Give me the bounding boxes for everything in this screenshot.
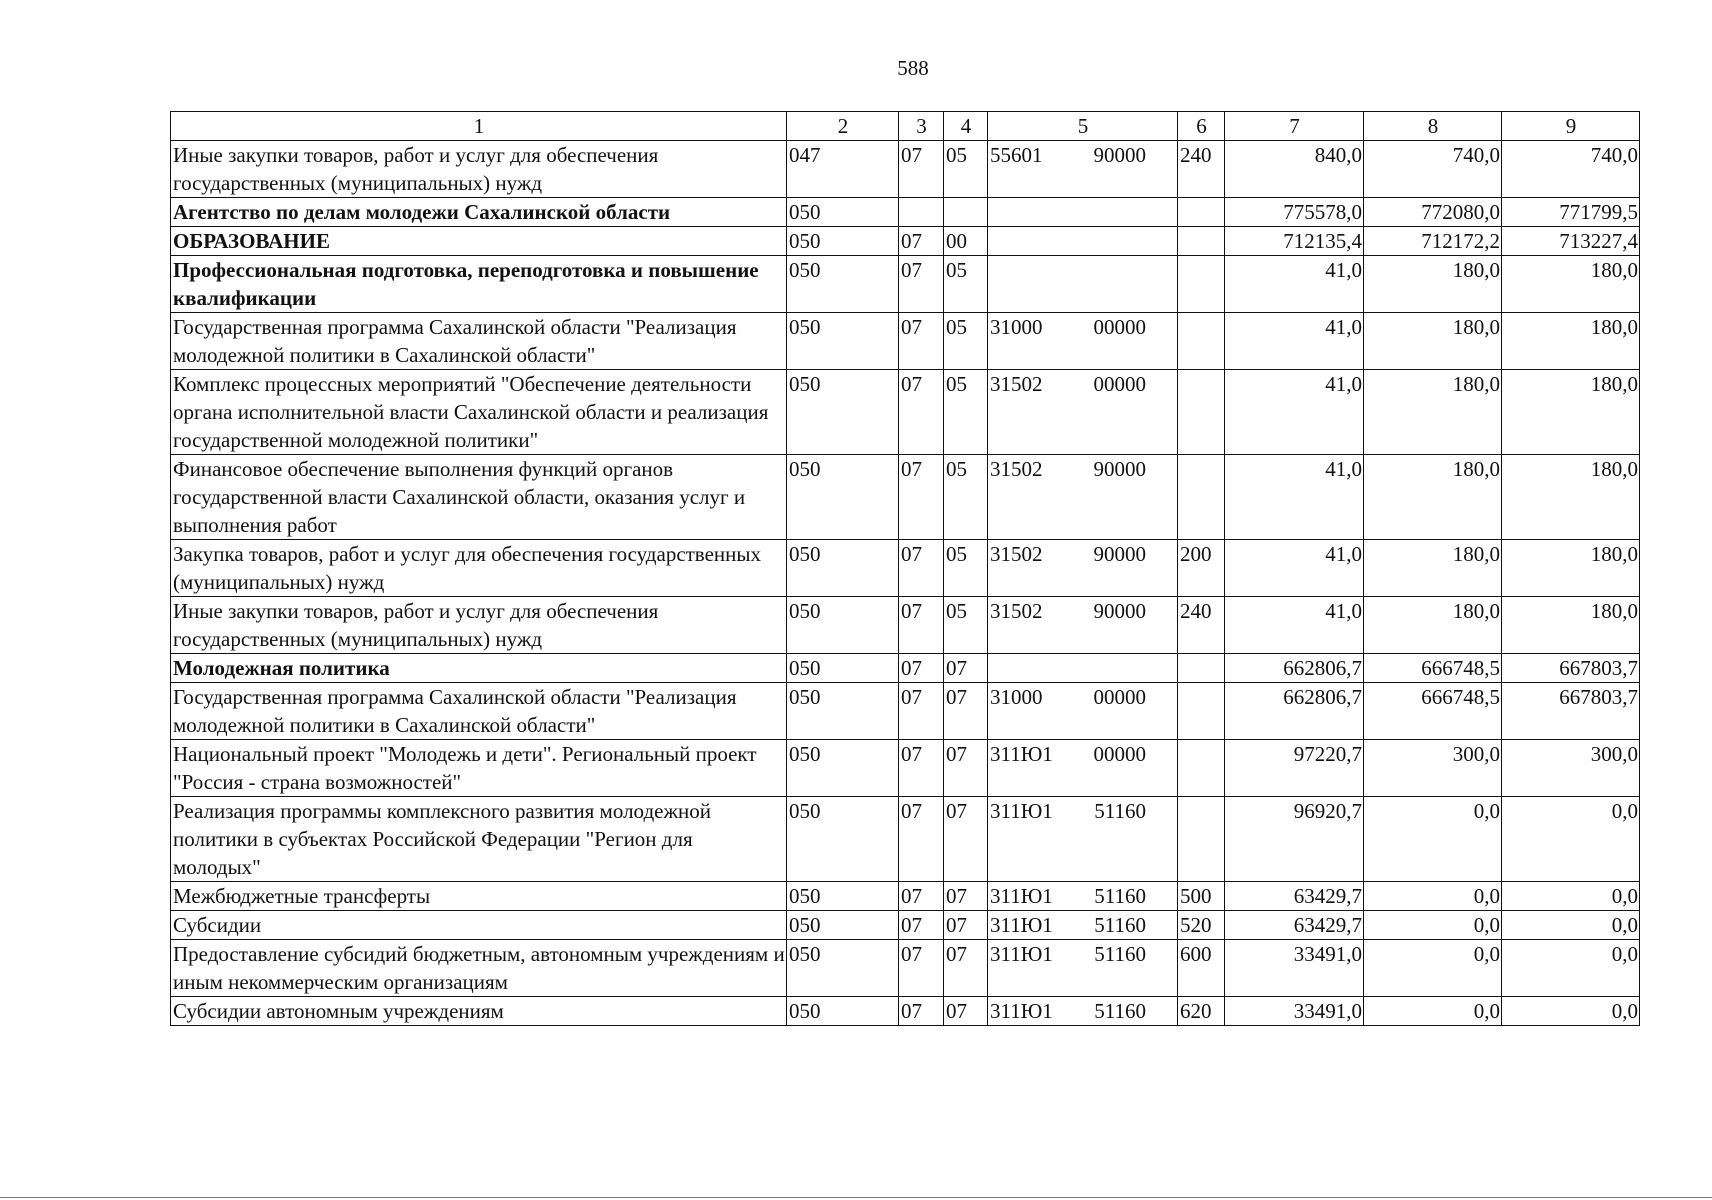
target-article-cell [988, 141, 1178, 198]
target-article-cell [988, 540, 1178, 597]
expense-type-cell [1178, 797, 1225, 882]
amount-year1-cell: 662806,7 [1225, 654, 1364, 683]
row-name-cell: Комплекс процессных мероприятий "Обеспечение деятельности органа исполнительной власти Сахалинской области и реализация государственной молодежной политики" [171, 370, 787, 455]
amount-year2-cell: 180,0 [1364, 597, 1502, 654]
target-article-direction: 51160 [1094, 799, 1146, 823]
scan-edge-line [0, 1197, 1712, 1198]
expense-type-cell: 620 [1178, 997, 1225, 1026]
section-code-cell: 07 [899, 540, 944, 597]
amount-year1-cell: 63429,7 [1225, 911, 1364, 940]
expense-type-cell: 200 [1178, 540, 1225, 597]
amount-year3-cell: 667803,7 [1502, 654, 1640, 683]
section-code-cell: 07 [899, 313, 944, 370]
subsection-code-cell: 05 [944, 141, 988, 198]
target-article-cell [988, 313, 1178, 370]
target-article-cell [988, 797, 1178, 882]
target-article-direction: 90000 [1093, 457, 1146, 481]
amount-year2-cell: 0,0 [1364, 797, 1502, 882]
subsection-code-cell: 07 [944, 997, 988, 1026]
section-code-cell: 07 [899, 370, 944, 455]
target-article-cell [988, 256, 1178, 313]
expense-type-cell [1178, 740, 1225, 797]
column-header-7: 7 [1225, 112, 1364, 141]
amount-year1-cell: 662806,7 [1225, 683, 1364, 740]
amount-year1-cell: 840,0 [1225, 141, 1364, 198]
amount-year3-cell: 667803,7 [1502, 683, 1640, 740]
target-article-direction: 00000 [1093, 742, 1146, 766]
amount-year1-cell: 41,0 [1225, 597, 1364, 654]
page-number: 588 [897, 56, 929, 80]
ministry-code-cell: 050 [787, 227, 899, 256]
row-name-cell: Иные закупки товаров, работ и услуг для обеспечения государственных (муниципальных) нужд [171, 141, 787, 198]
target-article-program: 311Ю1 [990, 799, 1053, 823]
ministry-code-cell: 050 [787, 455, 899, 540]
table-header-row [171, 112, 1640, 141]
target-article-direction: 00000 [1093, 315, 1146, 339]
amount-year3-cell: 771799,5 [1502, 198, 1640, 227]
amount-year1-cell: 712135,4 [1225, 227, 1364, 256]
column-header-4: 4 [944, 112, 988, 141]
column-header-6: 6 [1178, 112, 1225, 141]
ministry-code-cell: 050 [787, 540, 899, 597]
column-header-9: 9 [1502, 112, 1640, 141]
target-article-program: 31000 [990, 685, 1043, 709]
target-article-program: 31000 [990, 315, 1043, 339]
amount-year2-cell: 0,0 [1364, 940, 1502, 997]
table-row [171, 654, 1640, 683]
ministry-code-cell: 050 [787, 940, 899, 997]
amount-year2-cell: 300,0 [1364, 740, 1502, 797]
expense-type-cell [1178, 227, 1225, 256]
target-article-program: 31502 [990, 542, 1043, 566]
amount-year3-cell: 180,0 [1502, 370, 1640, 455]
section-code-cell: 07 [899, 740, 944, 797]
budget-table [170, 111, 1640, 1026]
table-row [171, 227, 1640, 256]
expense-type-cell [1178, 654, 1225, 683]
target-article-direction: 51160 [1094, 942, 1146, 966]
amount-year3-cell: 300,0 [1502, 740, 1640, 797]
row-name-cell: Государственная программа Сахалинской области "Реализация молодежной политики в Сахалинской области" [171, 313, 787, 370]
table-body [171, 141, 1640, 1026]
section-code-cell: 07 [899, 911, 944, 940]
row-name-cell: Агентство по делам молодежи Сахалинской области [171, 198, 787, 227]
section-code-cell: 07 [899, 256, 944, 313]
target-article-direction: 90000 [1093, 143, 1146, 167]
column-header-1: 1 [171, 112, 787, 141]
target-article-cell [988, 882, 1178, 911]
subsection-code-cell: 07 [944, 911, 988, 940]
subsection-code-cell: 07 [944, 882, 988, 911]
amount-year3-cell: 0,0 [1502, 997, 1640, 1026]
expense-type-cell [1178, 370, 1225, 455]
ministry-code-cell: 050 [787, 370, 899, 455]
table-row [171, 540, 1640, 597]
amount-year1-cell: 96920,7 [1225, 797, 1364, 882]
target-article-direction: 90000 [1093, 599, 1146, 623]
subsection-code-cell: 05 [944, 540, 988, 597]
amount-year1-cell: 41,0 [1225, 540, 1364, 597]
row-name-cell: Национальный проект "Молодежь и дети". Региональный проект "Россия - страна возможностей" [171, 740, 787, 797]
amount-year3-cell: 0,0 [1502, 797, 1640, 882]
target-article-cell [988, 455, 1178, 540]
subsection-code-cell: 07 [944, 940, 988, 997]
amount-year3-cell: 180,0 [1502, 455, 1640, 540]
target-article-direction: 00000 [1093, 685, 1146, 709]
amount-year1-cell: 33491,0 [1225, 997, 1364, 1026]
row-name-cell: Субсидии автономным учреждениям [171, 997, 787, 1026]
amount-year2-cell: 180,0 [1364, 455, 1502, 540]
amount-year3-cell: 180,0 [1502, 256, 1640, 313]
table-row [171, 313, 1640, 370]
section-code-cell: 07 [899, 683, 944, 740]
column-header-2: 2 [787, 112, 899, 141]
target-article-cell [988, 597, 1178, 654]
ministry-code-cell: 050 [787, 654, 899, 683]
expense-type-cell: 520 [1178, 911, 1225, 940]
ministry-code-cell: 050 [787, 997, 899, 1026]
target-article-cell [988, 683, 1178, 740]
row-name-cell: Профессиональная подготовка, переподготовка и повышение квалификации [171, 256, 787, 313]
target-article-program: 31502 [990, 457, 1043, 481]
row-name-cell: Закупка товаров, работ и услуг для обеспечения государственных (муниципальных) нужд [171, 540, 787, 597]
ministry-code-cell: 050 [787, 911, 899, 940]
target-article-program: 311Ю1 [990, 913, 1053, 937]
table-row [171, 597, 1640, 654]
row-name-cell: Государственная программа Сахалинской области "Реализация молодежной политики в Сахалинской области" [171, 683, 787, 740]
section-code-cell: 07 [899, 141, 944, 198]
section-code-cell: 07 [899, 654, 944, 683]
column-header-3: 3 [899, 112, 944, 141]
expense-type-cell: 240 [1178, 597, 1225, 654]
amount-year1-cell: 63429,7 [1225, 882, 1364, 911]
ministry-code-cell: 050 [787, 198, 899, 227]
amount-year1-cell: 41,0 [1225, 313, 1364, 370]
target-article-cell [988, 997, 1178, 1026]
ministry-code-cell: 050 [787, 683, 899, 740]
target-article-cell [988, 227, 1178, 256]
target-article-direction: 51160 [1094, 999, 1146, 1023]
target-article-cell [988, 911, 1178, 940]
target-article-cell [988, 940, 1178, 997]
target-article-program: 311Ю1 [990, 884, 1053, 908]
row-name-cell: Предоставление субсидий бюджетным, автономным учреждениям и иным некоммерческим организациям [171, 940, 787, 997]
expense-type-cell: 600 [1178, 940, 1225, 997]
table-row [171, 940, 1640, 997]
target-article-program: 311Ю1 [990, 742, 1053, 766]
subsection-code-cell: 05 [944, 313, 988, 370]
amount-year1-cell: 97220,7 [1225, 740, 1364, 797]
subsection-code-cell: 07 [944, 654, 988, 683]
table-row [171, 198, 1640, 227]
target-article-program: 31502 [990, 372, 1043, 396]
section-code-cell: 07 [899, 227, 944, 256]
ministry-code-cell: 050 [787, 256, 899, 313]
amount-year2-cell: 0,0 [1364, 882, 1502, 911]
subsection-code-cell: 05 [944, 597, 988, 654]
table-row [171, 455, 1640, 540]
amount-year3-cell: 180,0 [1502, 540, 1640, 597]
ministry-code-cell: 050 [787, 313, 899, 370]
target-article-cell [988, 654, 1178, 683]
row-name-cell: Молодежная политика [171, 654, 787, 683]
section-code-cell: 07 [899, 455, 944, 540]
expense-type-cell [1178, 313, 1225, 370]
amount-year3-cell: 713227,4 [1502, 227, 1640, 256]
amount-year2-cell: 666748,5 [1364, 683, 1502, 740]
expense-type-cell [1178, 683, 1225, 740]
ministry-code-cell: 050 [787, 882, 899, 911]
row-name-cell: Межбюджетные трансферты [171, 882, 787, 911]
expense-type-cell: 500 [1178, 882, 1225, 911]
table-row [171, 370, 1640, 455]
expense-type-cell: 240 [1178, 141, 1225, 198]
section-code-cell: 07 [899, 882, 944, 911]
expense-type-cell [1178, 198, 1225, 227]
amount-year2-cell: 0,0 [1364, 997, 1502, 1026]
table-row [171, 740, 1640, 797]
subsection-code-cell: 00 [944, 227, 988, 256]
column-header-5: 5 [988, 112, 1178, 141]
amount-year1-cell: 41,0 [1225, 455, 1364, 540]
section-code-cell: 07 [899, 597, 944, 654]
subsection-code-cell: 05 [944, 370, 988, 455]
amount-year1-cell: 41,0 [1225, 370, 1364, 455]
table-row [171, 911, 1640, 940]
column-header-8: 8 [1364, 112, 1502, 141]
amount-year2-cell: 740,0 [1364, 141, 1502, 198]
amount-year1-cell: 33491,0 [1225, 940, 1364, 997]
row-name-cell: Иные закупки товаров, работ и услуг для обеспечения государственных (муниципальных) нужд [171, 597, 787, 654]
table-row [171, 997, 1640, 1026]
amount-year3-cell: 180,0 [1502, 313, 1640, 370]
ministry-code-cell: 047 [787, 141, 899, 198]
amount-year2-cell: 772080,0 [1364, 198, 1502, 227]
target-article-cell [988, 740, 1178, 797]
amount-year2-cell: 0,0 [1364, 911, 1502, 940]
target-article-program: 311Ю1 [990, 999, 1053, 1023]
target-article-direction: 00000 [1093, 372, 1146, 396]
amount-year2-cell: 180,0 [1364, 313, 1502, 370]
row-name-cell: Субсидии [171, 911, 787, 940]
expense-type-cell [1178, 256, 1225, 313]
target-article-program: 55601 [990, 143, 1043, 167]
subsection-code-cell: 07 [944, 740, 988, 797]
amount-year2-cell: 180,0 [1364, 256, 1502, 313]
amount-year3-cell: 0,0 [1502, 882, 1640, 911]
ministry-code-cell: 050 [787, 597, 899, 654]
target-article-direction: 51160 [1094, 913, 1146, 937]
subsection-code-cell: 05 [944, 256, 988, 313]
row-name-cell: Финансовое обеспечение выполнения функций органов государственной власти Сахалинской области, оказания услуг и выполнения работ [171, 455, 787, 540]
target-article-cell [988, 370, 1178, 455]
section-code-cell: 07 [899, 997, 944, 1026]
subsection-code-cell: 07 [944, 683, 988, 740]
target-article-program: 31502 [990, 599, 1043, 623]
table-row [171, 141, 1640, 198]
amount-year3-cell: 740,0 [1502, 141, 1640, 198]
subsection-code-cell: 05 [944, 455, 988, 540]
amount-year3-cell: 180,0 [1502, 597, 1640, 654]
amount-year3-cell: 0,0 [1502, 911, 1640, 940]
amount-year1-cell: 41,0 [1225, 256, 1364, 313]
amount-year2-cell: 180,0 [1364, 370, 1502, 455]
target-article-direction: 51160 [1094, 884, 1146, 908]
target-article-cell [988, 198, 1178, 227]
subsection-code-cell: 07 [944, 797, 988, 882]
section-code-cell: 07 [899, 797, 944, 882]
table-row [171, 256, 1640, 313]
amount-year2-cell: 666748,5 [1364, 654, 1502, 683]
row-name-cell: Реализация программы комплексного развития молодежной политики в субъектах Российской Федерации "Регион для молодых" [171, 797, 787, 882]
amount-year1-cell: 775578,0 [1225, 198, 1364, 227]
target-article-program: 311Ю1 [990, 942, 1053, 966]
section-code-cell: 07 [899, 940, 944, 997]
amount-year2-cell: 712172,2 [1364, 227, 1502, 256]
amount-year2-cell: 180,0 [1364, 540, 1502, 597]
expense-type-cell [1178, 455, 1225, 540]
table-row [171, 683, 1640, 740]
table-row [171, 882, 1640, 911]
ministry-code-cell: 050 [787, 740, 899, 797]
section-code-cell [899, 198, 944, 227]
amount-year3-cell: 0,0 [1502, 940, 1640, 997]
ministry-code-cell: 050 [787, 797, 899, 882]
row-name-cell: ОБРАЗОВАНИЕ [171, 227, 787, 256]
subsection-code-cell [944, 198, 988, 227]
table-row [171, 797, 1640, 882]
target-article-direction: 90000 [1093, 542, 1146, 566]
